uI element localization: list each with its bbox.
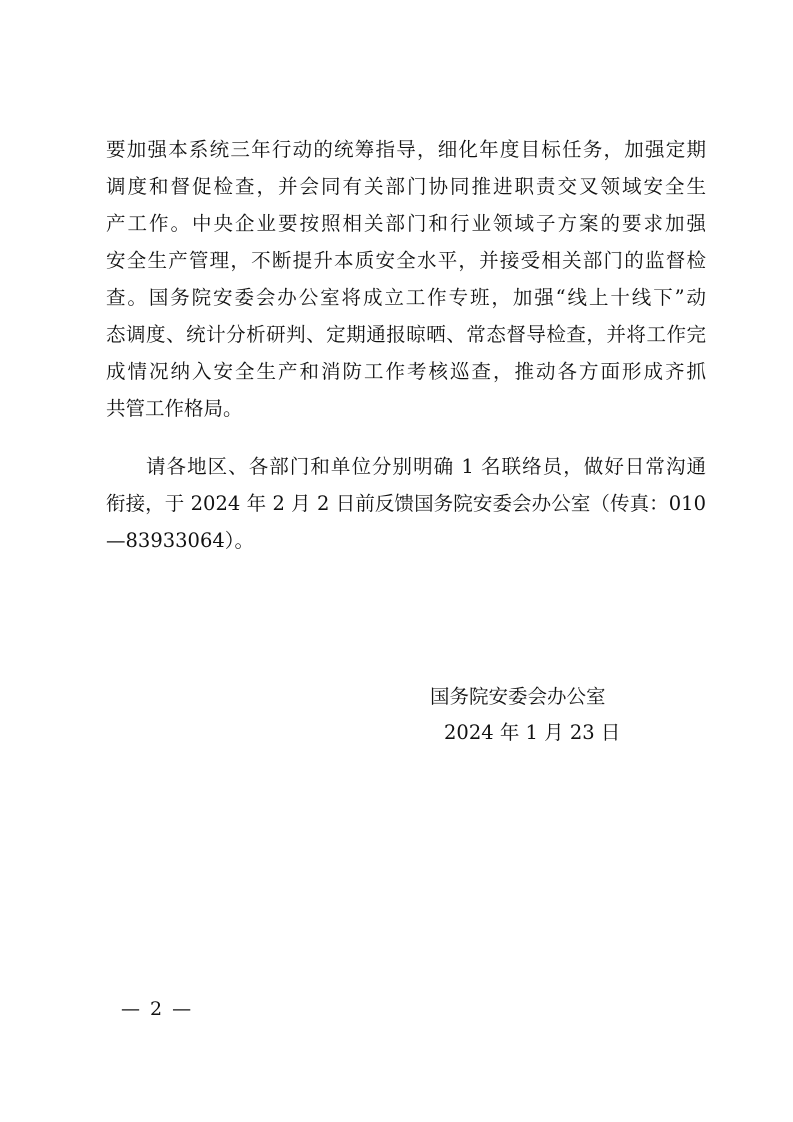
paragraph-1-line-1: 要加强本系统三年行动的统筹指导，细化年度目标任务，加强定期 [106,138,706,161]
paragraph-1-line-7: 成情况纳入安全生产和消防工作考核巡查，推动各方面形成齐抓 [106,360,706,383]
paragraph-1-line-6: 态调度、统计分析研判、定期通报晾晒、常态督导检查，并将工作完 [106,323,706,346]
signature-date: 2024 年 1 月 23 日 [444,721,621,744]
paragraph-1-line-8: 共管工作格局。 [106,397,243,420]
paragraph-1-line-3: 产工作。中央企业要按照相关部门和行业领域子方案的要求加强 [106,212,706,235]
paragraph-2-line-2: 衔接，于 2024 年 2 月 2 日前反馈国务院安委会办公室（传真：010 [106,492,706,515]
paragraph-1-line-4: 安全生产管理，不断提升本质安全水平，并接受相关部门的监督检 [106,249,706,272]
signature-organization: 国务院安委会办公室 [430,685,606,708]
paragraph-2-line-1: 请各地区、各部门和单位分别明确 1 名联络员，做好日常沟通 [146,455,706,478]
page-number: — 2 — [121,998,192,1020]
paragraph-1-line-5: 查。国务院安委会办公室将成立工作专班，加强“线上十线下”动 [106,286,706,309]
paragraph-2-line-3: —83933064）。 [106,529,255,552]
paragraph-1-line-2: 调度和督促检查，并会同有关部门协同推进职责交叉领域安全生 [106,175,706,198]
